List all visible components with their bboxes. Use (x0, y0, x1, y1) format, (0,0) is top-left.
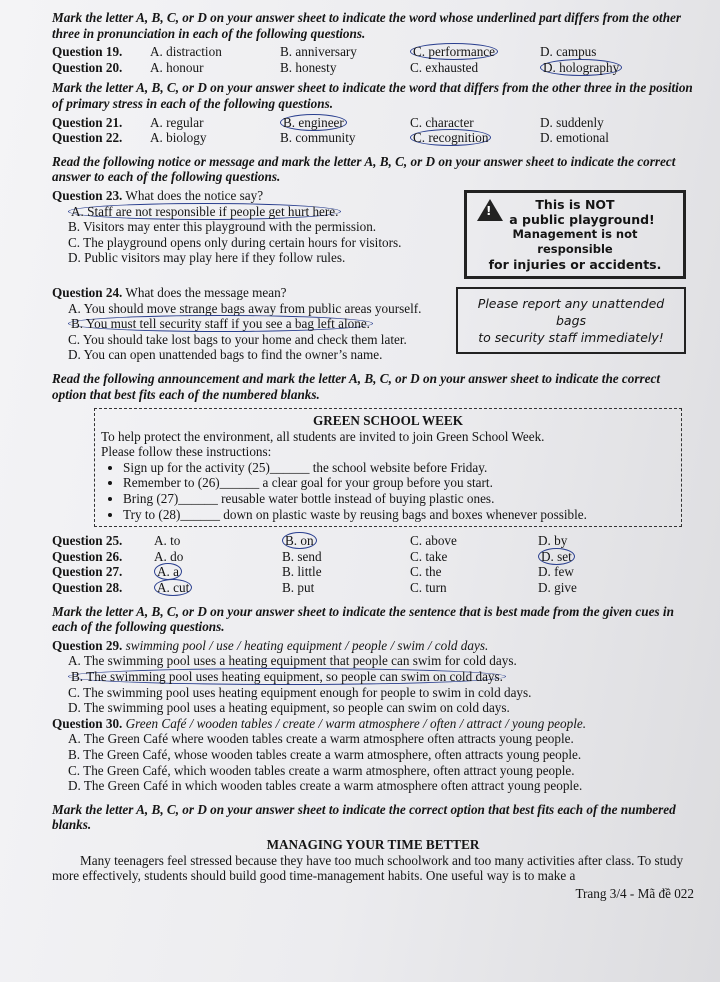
circled-answer: B. on (282, 532, 317, 549)
question-number: Question 27. (52, 564, 123, 580)
notice-line: Management is not responsible (512, 226, 638, 256)
question-number: Question 21. (52, 114, 123, 130)
option-b: B. anniversary (280, 44, 357, 60)
option-a (154, 564, 282, 580)
question-19 (52, 44, 694, 60)
announcement-title: GREEN SCHOOL WEEK (313, 413, 463, 429)
question-25 (52, 533, 694, 549)
question-29 (52, 638, 694, 716)
circled-answer: D. set (538, 548, 575, 565)
option-b: B. put (282, 580, 315, 596)
question-number: Question 25. (52, 533, 123, 549)
question-21 (52, 115, 694, 131)
announcement-intro: To help protect the environment, all students are invited to join Green School Week. (101, 428, 545, 444)
notice-instruction: Read the following notice or message and mark the letter A, B, C, or D on your answer sheet to indicate the correct answer to each of the following questions. (52, 153, 676, 185)
circled-answer: B. You must tell security staff if you see a bag left alone. (68, 315, 373, 332)
option-c (410, 44, 540, 60)
notice-line: to security staff immediately! (478, 329, 664, 345)
question-number: Question 23. (52, 187, 123, 203)
playground-notice: ! This is NOT a public playground! Management is not responsible for injuries or accidents. (464, 190, 686, 279)
option-a: A. to (154, 533, 181, 549)
question-number: Question 19. (52, 44, 123, 60)
option-c: C. above (410, 533, 457, 549)
option-a: A. regular (150, 114, 204, 130)
question-28 (52, 580, 694, 596)
question-stem: What does the notice say? (125, 187, 264, 203)
option-c: C. the (410, 564, 442, 580)
list-item: • Remember to (26)______ a clear goal for your group before you start. (123, 475, 675, 491)
list-item: • Sign up for the activity (25)______ the school website before Friday. (123, 460, 675, 476)
circled-answer: B. The swimming pool uses heating equipment, so people can swim on cold days. (68, 668, 506, 685)
option-a: A. distraction (150, 44, 222, 60)
notice-line: This is NOT (535, 196, 615, 212)
option-b: B. community (280, 130, 356, 146)
option-d: D. emotional (540, 130, 609, 146)
option-c: C. The swimming pool uses heating equipment enough for people to swim in cold days. (68, 684, 532, 700)
question-number: Question 24. (52, 284, 123, 300)
option-d (540, 60, 670, 76)
question-23 (52, 188, 401, 266)
option-a: A. The Green Café where wooden tables create a warm atmosphere often attracts young people. (68, 731, 574, 747)
option-b (282, 533, 410, 549)
notice-line: a public playground! (509, 211, 655, 227)
page-footer: Trang 3/4 - Mã đề 022 (575, 885, 694, 901)
question-24-block (52, 285, 694, 363)
list-item: • Try to (28)______ down on plastic waste by reusing bags and boxes whenever possible. (123, 507, 675, 523)
question-number: Question 20. (52, 59, 123, 75)
stress-instruction: Mark the letter A, B, C, or D on your answer sheet to indicate the word that differs from the other three in the position of primary stress in each of the following questions. (52, 80, 693, 111)
circled-answer: C. performance (410, 43, 498, 60)
option-d: D. Public visitors may play here if they follow rules. (68, 250, 346, 266)
announcement-follow: Please follow these instructions: (101, 444, 272, 460)
question-number: Question 30. (52, 715, 123, 731)
option-a: A. honour (150, 59, 204, 75)
notice-line: Please report any unattended bags (477, 295, 665, 328)
question-23-block (52, 188, 694, 279)
option-b: B. Visitors may enter this playground with the permission. (68, 219, 377, 235)
option-d: D. The swimming pool uses a heating equipment, so people can swim on cold days. (68, 700, 510, 716)
list-item: • Bring (27)______ reusable water bottle instead of buying plastic ones. (123, 491, 675, 507)
option-c: C. take (410, 548, 448, 564)
option-c (410, 130, 540, 146)
question-cue: swimming pool / use / heating equipment / people / swim / cold days. (125, 637, 489, 653)
option-d: D. by (538, 533, 568, 549)
option-d (538, 549, 666, 565)
circled-answer: A. cut (154, 579, 192, 596)
option-b: B. little (282, 564, 322, 580)
question-24 (52, 285, 421, 363)
option-b: B. send (282, 548, 322, 564)
announcement-instruction: Read the following announcement and mark the letter A, B, C, or D on your answer sheet to indicate the correct option that best fits each of the numbered blanks. (52, 370, 661, 402)
instruction-list (101, 460, 675, 522)
question-cue: Green Café / wooden tables / create / warm atmosphere / often / attract / young people. (125, 715, 587, 731)
option-c: C. exhausted (410, 59, 479, 75)
question-27 (52, 564, 694, 580)
passage-instruction: Mark the letter A, B, C, or D on your answer sheet to indicate the correct option that best fits each of the numbered blanks. (52, 801, 676, 833)
option-d: D. give (538, 580, 577, 596)
notice-line: for injuries or accidents. (488, 256, 662, 272)
option-d: D. campus (540, 44, 597, 60)
circled-answer: A. a (154, 563, 182, 580)
option-c: C. You should take lost bags to your home and check them later. (68, 331, 407, 347)
question-number: Question 28. (52, 580, 123, 596)
question-20 (52, 60, 694, 76)
option-d: D. You can open unattended bags to find the owner’s name. (68, 347, 383, 363)
option-d: D. suddenly (540, 114, 604, 130)
bag-notice (456, 287, 686, 354)
option-a: A. biology (150, 130, 207, 146)
circled-answer: B. engineer (280, 114, 347, 131)
option-b: B. The Green Café, whose wooden tables create a warm atmosphere, often attracts young people. (68, 746, 582, 762)
circled-answer: A. Staff are not responsible if people get hurt here. (68, 203, 341, 220)
option-b: B. honesty (280, 59, 337, 75)
option-b (280, 115, 410, 131)
sentence-instruction: Mark the letter A, B, C, or D on your answer sheet to indicate the sentence that is best made from the given cues in each of the following questions. (52, 603, 674, 635)
option-c: C. The playground opens only during certain hours for visitors. (68, 234, 402, 250)
option-a: A. You should move strange bags away from public areas yourself. (68, 300, 422, 316)
option-d: D. few (538, 564, 574, 580)
option-c: C. character (410, 114, 474, 130)
option-a: A. do (154, 548, 184, 564)
option-c: C. The Green Café, which wooden tables create a warm atmosphere, often attract young people. (68, 762, 575, 778)
option-a: A. The swimming pool uses a heating equipment that people can swim for cold days. (68, 653, 517, 669)
question-number: Question 22. (52, 130, 123, 146)
question-22 (52, 130, 694, 146)
circled-answer: C. recognition (410, 129, 491, 146)
question-number: Question 26. (52, 548, 123, 564)
option-c: C. turn (410, 580, 447, 596)
circled-answer: D. holography (540, 59, 622, 76)
question-26 (52, 549, 694, 565)
question-30 (52, 716, 694, 794)
announcement-box (94, 408, 682, 527)
passage-text: Many teenagers feel stressed because they have too much schoolwork and too many activities after class. To study more effectively, students should build good time-management habits. One useful way is to make a (52, 852, 684, 884)
passage-title: MANAGING YOUR TIME BETTER (266, 836, 480, 852)
question-number: Question 29. (52, 637, 123, 653)
question-stem: What does the message mean? (125, 284, 287, 300)
option-d: D. The Green Café in which wooden tables create a warm atmosphere often attract young people. (68, 778, 583, 794)
pronunciation-instruction: Mark the letter A, B, C, or D on your answer sheet to indicate the word whose underlined part differs from the other three in pronunciation in each of the following questions. (52, 10, 682, 41)
option-a (154, 580, 282, 596)
